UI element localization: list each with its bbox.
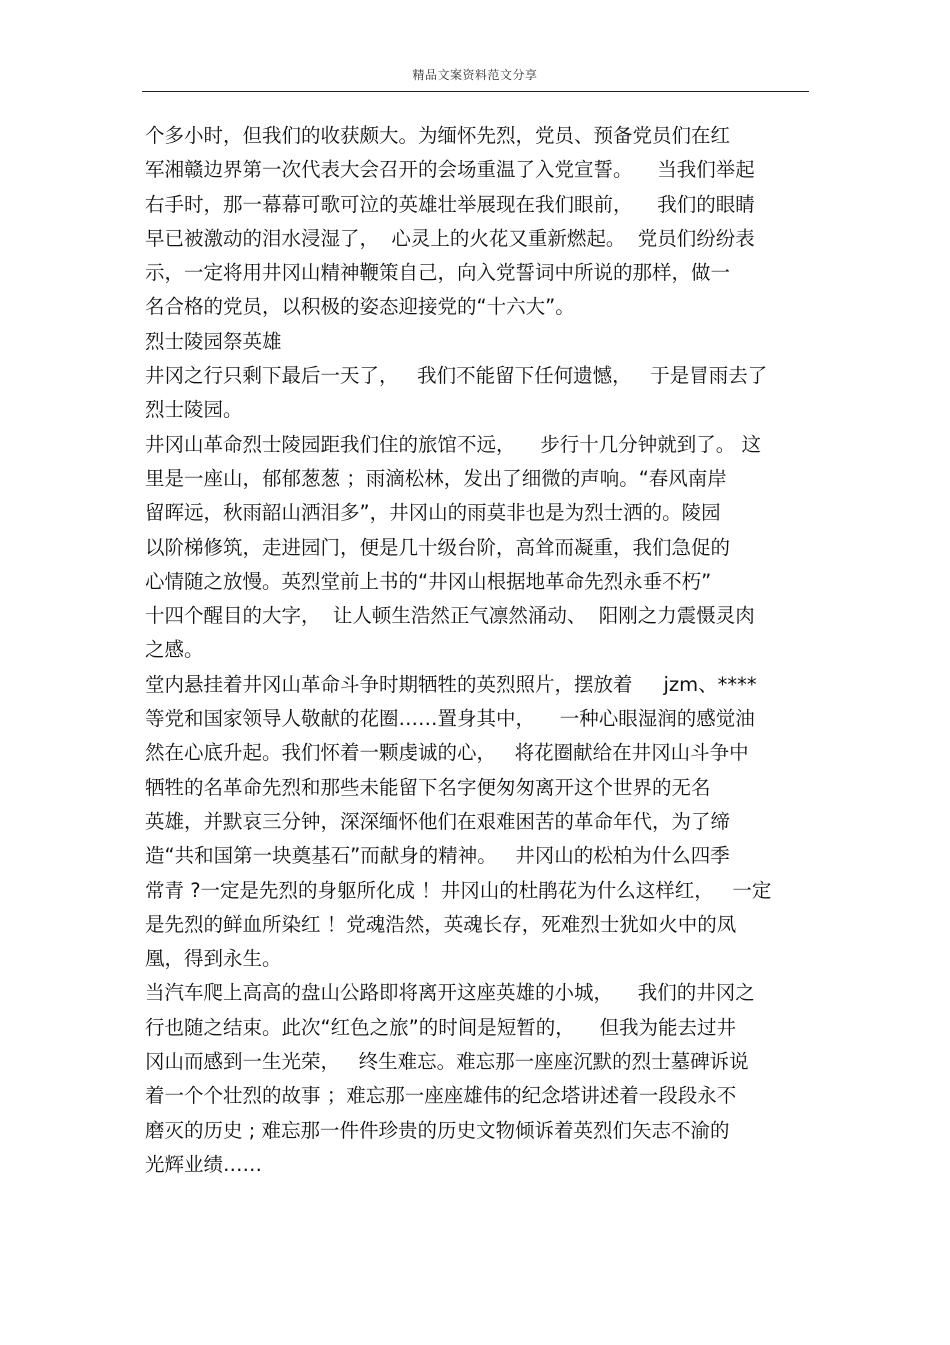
text-line: 名合格的党员，以积极的姿态迎接党的“十六大”。 — [145, 295, 575, 319]
text-line: 里是一座山，郁郁葱葱 ；雨滴松林，发出了细微的声响。“春风南岸 — [145, 466, 727, 490]
text-line: 堂内悬挂着井冈山革命斗争时期牺牲的英烈照片，摆放着 jzm、**** — [145, 672, 757, 696]
text-line: 井冈山革命烈士陵园距我们住的旅馆不远， 步行十几分钟就到了。 这 — [145, 432, 761, 456]
text-line: 然在心底升起。我们怀着一颗虔诚的心， 将花圈献给在井冈山斗争中 — [145, 741, 749, 765]
text-line: 是先烈的鲜血所染红 ！党魂浩然，英魂长存，死难烈士犹如火中的凤 — [145, 912, 737, 936]
text-line: 以阶梯修筑，走进园门，便是几十级台阶，高耸而凝重，我们急促的 — [145, 535, 731, 559]
text-line: 冈山而感到一生光荣， 终生难忘。难忘那一座座沉默的烈士墓碑诉说 — [145, 1050, 749, 1074]
text-line: 留晖远，秋雨韶山洒泪多”，井冈山的雨莫非也是为烈士洒的。陵园 — [145, 501, 721, 525]
text-line: 牺牲的名革命先烈和那些未能留下名字便匆匆离开这个世界的无名 — [145, 775, 711, 799]
text-line: 烈士陵园。 — [145, 398, 243, 422]
text-line: 光辉业绩…… — [145, 1152, 263, 1176]
text-line: 着一个个壮烈的故事 ；难忘那一座座雄伟的纪念塔讲述着一段段永不 — [145, 1084, 737, 1108]
text-line: 心情随之放慢。英烈堂前上书的“井冈山根据地革命先烈永垂不朽” — [145, 569, 712, 593]
text-line: 之感。 — [145, 638, 204, 662]
text-line: 右手时，那一幕幕可歌可泣的英雄壮举展现在我们眼前， 我们的眼睛 — [145, 192, 755, 216]
text-line: 井冈之行只剩下最后一天了， 我们不能留下任何遗憾， 于是冒雨去了 — [145, 364, 768, 388]
text-line: 早已被激动的泪水浸湿了， 心灵上的火花又重新燃起。 党员们纷纷表 — [145, 226, 755, 250]
text-line: 造“共和国第一块奠基石”而献身的精神。 井冈山的松柏为什么四季 — [145, 844, 730, 868]
text-line: 常青 ?一定是先烈的身躯所化成 ！井冈山的杜鹃花为什么这样红， 一定 — [145, 878, 772, 902]
text-line: 示，一定将用井冈山精神鞭策自己，向入党誓词中所说的那样，做一 — [145, 261, 731, 285]
header-divider — [142, 91, 809, 92]
section-heading: 烈士陵园祭英雄 — [145, 329, 282, 353]
text-line: 个多小时，但我们的收获颇大。为缅怀先烈，党员、预备党员们在红 — [145, 124, 731, 147]
text-line: 军湘赣边界第一次代表大会召开的会场重温了入党宣誓。 当我们举起 — [145, 158, 755, 182]
text-line: 磨灭的历史 ; 难忘那一件件珍贵的历史文物倾诉着英烈们矢志不渝的 — [145, 1118, 730, 1142]
document-body — [145, 119, 810, 1182]
text-line: 等党和国家领导人敬献的花圈……置身其中， 一种心眼湿润的感觉油 — [145, 707, 755, 731]
page-header: 精品文案资料范文分享 — [412, 68, 538, 82]
text-line: 凰，得到永生。 — [145, 947, 282, 971]
text-line: 行也随之结束。此次“红色之旅”的时间是短暂的， 但我为能去过井 — [145, 1015, 736, 1039]
text-line: 英雄，并默哀三分钟，深深缅怀他们在艰难困苦的革命年代，为了缔 — [145, 809, 731, 833]
text-line: 当汽车爬上高高的盘山公路即将离开这座英雄的小城， 我们的井冈之 — [145, 981, 755, 1005]
text-line: 十四个醒目的大字， 让人顿生浩然正气凛然涌动、 阳刚之力震慑灵肉 — [145, 604, 755, 628]
